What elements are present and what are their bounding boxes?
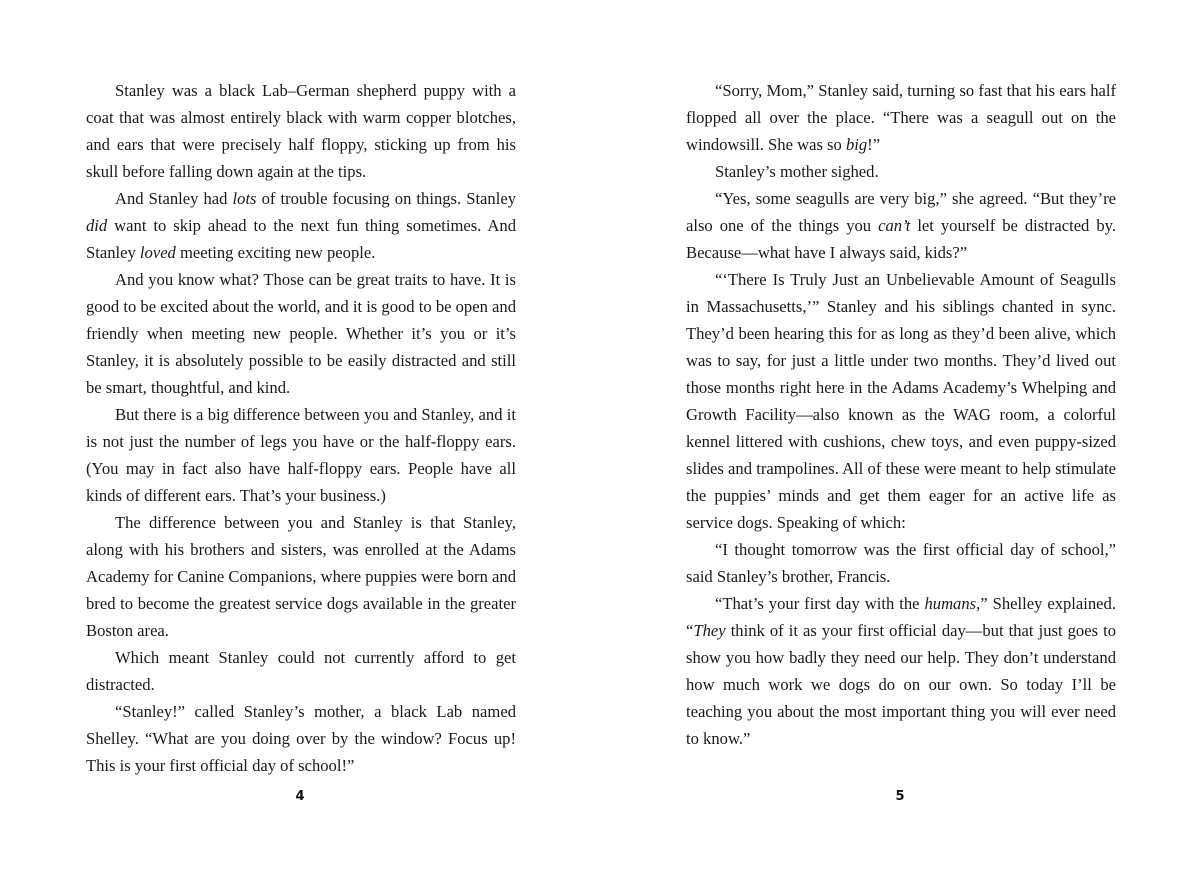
paragraph bbox=[86, 644, 516, 698]
text-run: And Stanley had bbox=[115, 189, 233, 208]
italic-text: did bbox=[86, 216, 108, 235]
text-run: “Stanley!” called Stanley’s mother, a black Lab named Shelley. “What are you doing over by the window? Focus up! This is your first official day of school!” bbox=[86, 702, 516, 775]
text-run: Which meant Stanley could not currently afford to get distracted. bbox=[86, 648, 516, 694]
text-run: “Yes, some seagulls are very big,” she agreed. “But they’re also one of the things you bbox=[686, 189, 1116, 235]
italic-text: can’t bbox=[878, 216, 911, 235]
paragraph bbox=[686, 266, 1116, 536]
italic-text: loved bbox=[139, 243, 176, 262]
paragraph bbox=[86, 185, 516, 266]
paragraph bbox=[86, 401, 516, 509]
text-run: The difference between you and Stanley is that Stanley, along with his brothers and sisters, was enrolled at the Adams Academy for Canine Companions, where puppies were born and bred to become the greatest service dogs available in the greater Boston area. bbox=[86, 513, 516, 640]
text-run: “I thought tomorrow was the first official day of school,” said Stanley’s brother, Francis. bbox=[686, 540, 1116, 586]
italic-text: humans bbox=[924, 594, 977, 613]
paragraph bbox=[86, 509, 516, 644]
page-number-left: 4 bbox=[295, 789, 305, 804]
text-run: But there is a big difference between you and Stanley, and it is not just the number of legs you have or the half-floppy ears. (You may in fact also have half-floppy ears. People have all kinds of different ears. That’s your business.) bbox=[86, 405, 516, 505]
text-run: of trouble focusing on things. Stanley bbox=[256, 189, 516, 208]
paragraph bbox=[86, 77, 516, 185]
text-run: And you know what? Those can be great traits to have. It is good to be excited about the world, and it is good to be open and friendly when meeting new people. Whether it’s you or it’s Stanley, it is absolutely possible to be easily distracted and still be smart, thoughtful, and kind. bbox=[86, 270, 516, 397]
italic-text: They bbox=[693, 621, 726, 640]
italic-text: big bbox=[845, 135, 868, 154]
paragraph bbox=[686, 185, 1116, 266]
text-run: “Sorry, Mom,” Stanley said, turning so fast that his ears half flopped all over the place. “There was a seagull out on the windowsill. She was so bbox=[686, 81, 1116, 154]
text-run: want to skip ahead to the next fun thing sometimes. And Stanley bbox=[86, 216, 516, 262]
italic-text: lots bbox=[232, 189, 257, 208]
paragraph bbox=[686, 77, 1116, 158]
paragraph bbox=[686, 158, 1116, 185]
text-run: ,” Shelley explained. “ bbox=[686, 594, 1116, 640]
text-run: think of it as your first official day—but that just goes to show you how badly they need our help. They don’t understand how much work we dogs do on our own. So today I’ll be teaching you about the most important thing you will ever need to know.” bbox=[686, 621, 1116, 748]
right-page-body bbox=[686, 77, 1116, 752]
text-run: “‘There Is Truly Just an Unbelievable Amount of Seagulls in Massachusetts,’” Stanley and his siblings chanted in sync. They’d been hearing this for as long as they’d been alive, which was to say, for just a little under two months. They’d lived out those months right here in the Adams Academy’s Whelping and Growth Facility—also known as the WAG room, a colorful kennel littered with cushions, chew toys, and even puppy-sized slides and trampolines. All of these were meant to help stimulate the puppies’ minds and get them eager for an active life as service dogs. Speaking of which: bbox=[686, 270, 1116, 532]
text-run: !” bbox=[867, 135, 881, 154]
paragraph bbox=[86, 266, 516, 401]
text-run: Stanley’s mother sighed. bbox=[715, 162, 879, 181]
page-number-right: 5 bbox=[895, 789, 905, 804]
paragraph bbox=[686, 536, 1116, 590]
text-run: Stanley was a black Lab–German shepherd puppy with a coat that was almost entirely black with warm copper blotches, and ears that were precisely half floppy, sticking up from his skull before falling down again at the tips. bbox=[86, 81, 516, 181]
text-run: “That’s your first day with the bbox=[715, 594, 925, 613]
left-page-body bbox=[86, 77, 516, 779]
text-run: meeting exciting new people. bbox=[175, 243, 376, 262]
paragraph bbox=[686, 590, 1116, 752]
text-run: let yourself be distracted by. Because—what have I always said, kids?” bbox=[686, 216, 1116, 262]
paragraph bbox=[86, 698, 516, 779]
